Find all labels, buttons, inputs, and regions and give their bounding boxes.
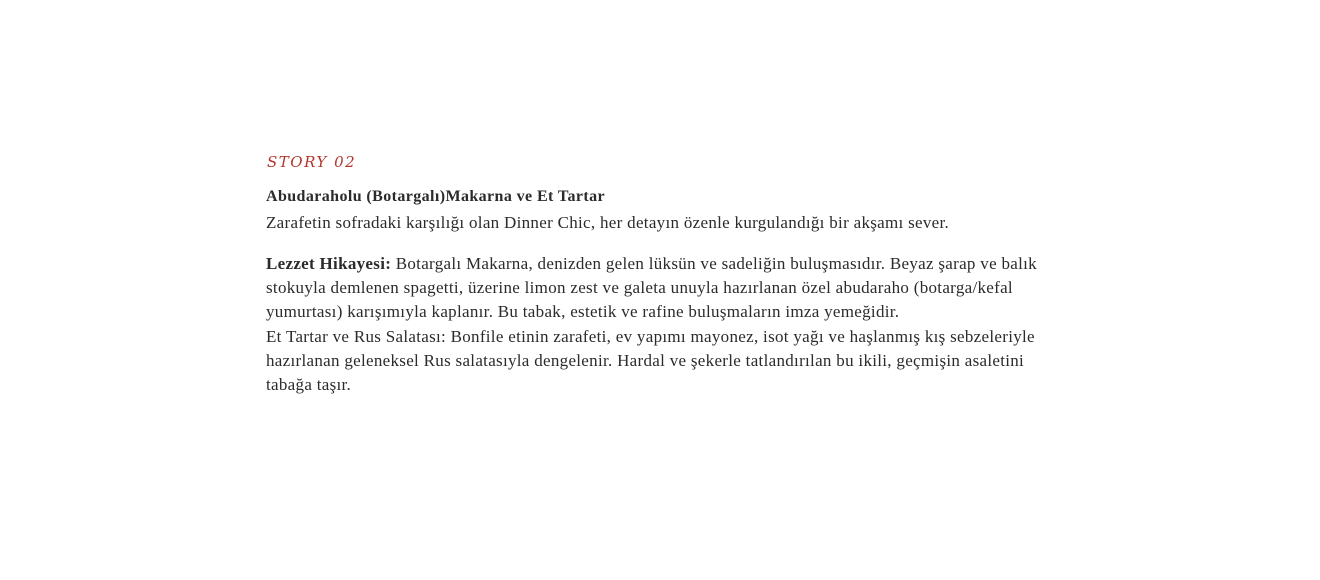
taste-story-text: Botargalı Makarna, denizden gelen lüksün ve sadeliğin buluşmasıdır. Beyaz şarap ve balık stokuyla demlenen spagetti, üzerine limon zest ve galeta unuyla hazırlanan özel abudaraho (botarga/kefal yumurtası) karışımıyla kaplanır. Bu tabak, estetik ve rafine buluşmaların imza yemeğidir. (266, 254, 1037, 322)
story-title: Abudaraholu (Botargalı)Makarna ve Et Tartar (266, 188, 605, 205)
story-body (266, 252, 1061, 397)
tartar-story-text: Et Tartar ve Rus Salatası: Bonfile etinin zarafeti, ev yapımı mayonez, isot yağı ve haşlanmış kış sebzeleriyle hazırlanan geleneksel Rus salatasıyla dengelenir. Hardal ve şekerle tatlandırılan bu ikili, geçmişin asaletini tabağa taşır. (266, 326, 1035, 395)
story-label: STORY 02 (267, 153, 357, 171)
story-intro: Zarafetin sofradaki karşılığı olan Dinner Chic, her detayın özenle kurgulandığı bir akşamı sever. (266, 213, 950, 232)
story-section (266, 152, 1066, 397)
taste-story-lead: Lezzet Hikayesi: (266, 254, 392, 273)
